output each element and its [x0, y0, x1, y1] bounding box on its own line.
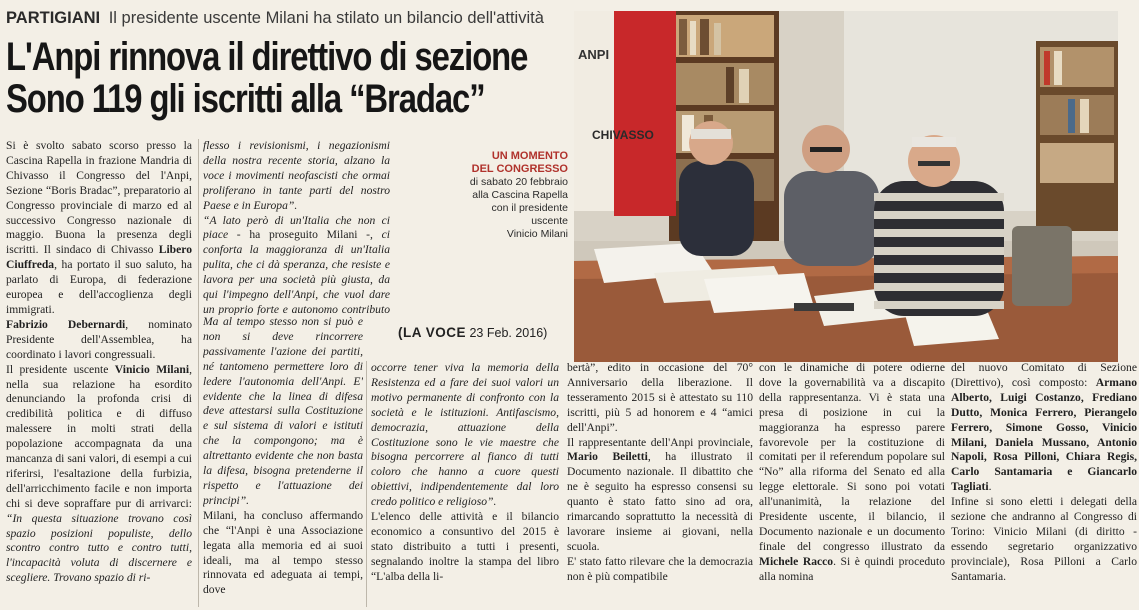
column-rule [366, 361, 367, 607]
paragraph [6, 318, 192, 363]
paragraph [371, 361, 559, 510]
caption-heading-line-2: DEL CONGRESSO [471, 163, 568, 175]
paragraph [951, 361, 1137, 495]
caption-line-3: con il presidente uscente [491, 202, 568, 227]
paragraph [203, 214, 390, 315]
kicker [6, 8, 566, 28]
flag-text: CHIVASSO [592, 128, 654, 142]
text-run: . [988, 480, 992, 494]
text-run: , nominato Presidente dell'Assemblea, ha coordinato i lavori congressuali. [6, 317, 192, 361]
committee-names: Armano Alberto, Luigi Costanzo, Frediano Dutto, Monica Ferrero, Pierangelo Ferrero, Simone Gosso, Vinicio Milani, Daniela Mussano, Antonio Napoli, Rosa Pilloni, Chiara Regis, Carlo Santamaria e Giancarlo Tagliati [951, 375, 1137, 494]
paragraph [203, 315, 363, 509]
text-run: E' stato fatto rilevare che la democrazia non è più compatibile [567, 554, 753, 583]
column-4 [371, 361, 559, 607]
column-3 [203, 315, 363, 607]
text-run: , ha illustrato il Documento nazionale. Il dibattito che ne è seguito ha espresso consensi su quanto è stato fatto sino ad ora, rimarcando soprattutto la necessità di lavorare insieme ai giovani, nella scuola. [567, 450, 753, 553]
paragraph [203, 509, 363, 598]
paragraph [567, 436, 753, 555]
kicker-tag: PARTIGIANI [6, 9, 101, 27]
text-run: Il rappresentante dell'Anpi provinciale, [567, 435, 753, 449]
column-rule [198, 139, 199, 607]
quote-italic: “In questa situazione trovano così spazio posizioni populiste, dello scontro contro tutto e contro tutti, l'incapacità voluta di discernere e scegliere. Trovano spazio di ri- [6, 511, 192, 585]
text-run: Si è svolto sabato scorso presso la Cascina Rapella in frazione Mandria di Chivasso il Congresso del l'Anpi, Sezione “Boris Bradac”, preparatorio al Congresso provinciale di marzo ed al successivo Congresso nazionale di maggio. Buona la presenza degli iscritti. Il sindaco di Chivasso [6, 139, 192, 257]
name-bold: Mario Beiletti [567, 450, 648, 464]
paragraph [567, 555, 753, 585]
paragraph [567, 361, 753, 436]
column-1 [6, 139, 192, 607]
congress-photo [574, 11, 1118, 362]
headline-line-1: L'Anpi rinnova il direttivo di sezione [6, 35, 528, 79]
column-2 [203, 139, 390, 315]
quote-italic: Ma al tempo stesso non si può e non si deve rincorrere passivamente l'azione dei partiti, né tantomeno permettere loro di ledere l'autonomia dell'Anpi. E' evidente che la linea di difesa deve attestarsi sulla Costituzione e sul sistema di valori e istituti che la compongono; ma è altrettanto evidente che non basta la difesa, bisogna pretenderne il rispetto e l'attuazione dei principi”. [203, 315, 363, 507]
text-run: Infine si sono eletti i delegati della sezione che andranno al Congresso di Torino: Vinicio Milani (di diritto - essendo segretario organizzativo provinciale), Rosa Pilloni a Carlo Santamaria. [951, 495, 1137, 583]
quote-italic: flesso i revisionismi, i negazionismi della nostra recente storia, alzano la voce i movimenti neofascisti che ormai proliferano in tante parti del nostro Paese e in Europa”. [203, 139, 390, 212]
text-run: - ha proseguito Milani - [236, 228, 371, 242]
source-name: (LA VOCE [398, 325, 466, 340]
caption-line-2: alla Cascina Rapella [472, 189, 568, 201]
striped-sweater [874, 181, 1004, 316]
text-run: L'elenco delle attività e il bilancio economico a consuntivo del 2015 è stato distribuito a tutti i presenti, segnalando inoltre la stampa del libro “L'alba della li- [371, 510, 559, 583]
headline-line-2: Sono 119 gli iscritti alla “Bradac” [6, 77, 485, 121]
name-bold: Fabrizio Debernardi [6, 317, 126, 331]
caption-heading [458, 150, 568, 176]
text-run: . Si è quindi proceduto alla nomina [759, 554, 945, 583]
text-run: del nuovo Comitato di Sezione (Direttivo), così composto: [951, 361, 1137, 389]
text-run: Il presidente uscente [6, 362, 109, 376]
paragraph [6, 139, 192, 318]
quote-italic: “A lato però di un'Italia che non ci piace [203, 213, 390, 242]
quote-italic: occorre tener viva la memoria della Resistenza ed a fare dei suoi valori un motivo permanente di confronto con la società e le istituzioni. Antifascismo, democrazia, attuazione della Costituzione sono le vie maestre che bisogna percorrere al fianco di tutti coloro che hanno a cuore questi obiettivi, indipendentemente dal loro credo politico e religioso”. [371, 361, 559, 509]
column-7 [951, 361, 1137, 607]
name-bold: Michele Racco [759, 554, 834, 568]
paragraph [759, 361, 945, 585]
paragraph [951, 495, 1137, 584]
red-flag [614, 11, 676, 216]
paragraph [371, 510, 559, 585]
name-bold: Vinicio Milani [114, 362, 190, 376]
column-6 [759, 361, 945, 607]
photo-caption [458, 150, 568, 241]
text-run: , nella sua relazione ha esordito denunciando la profonda crisi di credibilità politica e di diffuso malessere in molti strati della popolazione accompagnata da una mancanza di sani valori, di esempi a cui riferirsi, l'esaltazione della furbizia, dell'arricchimento facile e non importa chi si deve sopraffare pur di arrivarci: [6, 362, 192, 510]
name-bold: Libero Ciuffreda [6, 243, 192, 272]
source-note [398, 325, 547, 340]
text-run: , ha portato il suo saluto, ha parlato di Europa, di federazione europea e dell'accoglienza degli immigrati. [6, 258, 192, 316]
caption-heading-line-1: UN MOMENTO [491, 150, 568, 162]
paragraph [6, 363, 192, 587]
caption-line-4: Vinicio Milani [506, 228, 568, 240]
banner-text: ANPI [578, 47, 610, 62]
paragraph [203, 139, 390, 214]
caption-line-1: di sabato 20 febbraio [469, 176, 568, 188]
kicker-text: Il presidente uscente Milani ha stilato un bilancio dell'attività [108, 9, 544, 27]
source-date: 23 Feb. 2016) [469, 326, 548, 340]
caption-body [458, 176, 568, 241]
text-run: con le dinamiche di potere odierne dove la governabilità va a discapito della rappresentanza. Vi è stata una presa di posizione in cui la maggioranza ha espresso parere favorevole per la costituzione di comitati per il referendum popolare sul “No” alla riforma del Senato ed alla legge elettorale. Si sono poi votati all'unanimità, la relazione del Presidente uscente, il bilancio, il Documento nazionale e un documento finale del congresso illustrato da [759, 361, 945, 553]
text-run: Milani, ha concluso affermando che “l'Anpi è una Associazione legata alla memoria ed ai suoi ideali, ma al tempo stesso rinnovata ed adeguata ai tempi, dove [203, 508, 363, 597]
column-5 [567, 361, 753, 607]
headline [6, 35, 528, 121]
text-run: bertà”, edito in occasione del 70° Anniversario della liberazione. Il tesseramento 2015 si è attestato su 110 iscritti, più 5 ad honorem e 4 “amici dell'Anpi”. [567, 361, 753, 434]
quote-italic: , ci conforta la maggioranza di un'Italia pulita, che ci dà speranza, che resiste e lavora per una società più giusta, da qui l'impegno dell'Anpi, che vuol dare un proprio forte e autonomo contributo [203, 228, 390, 315]
congress-photo-illustration [574, 11, 1118, 362]
